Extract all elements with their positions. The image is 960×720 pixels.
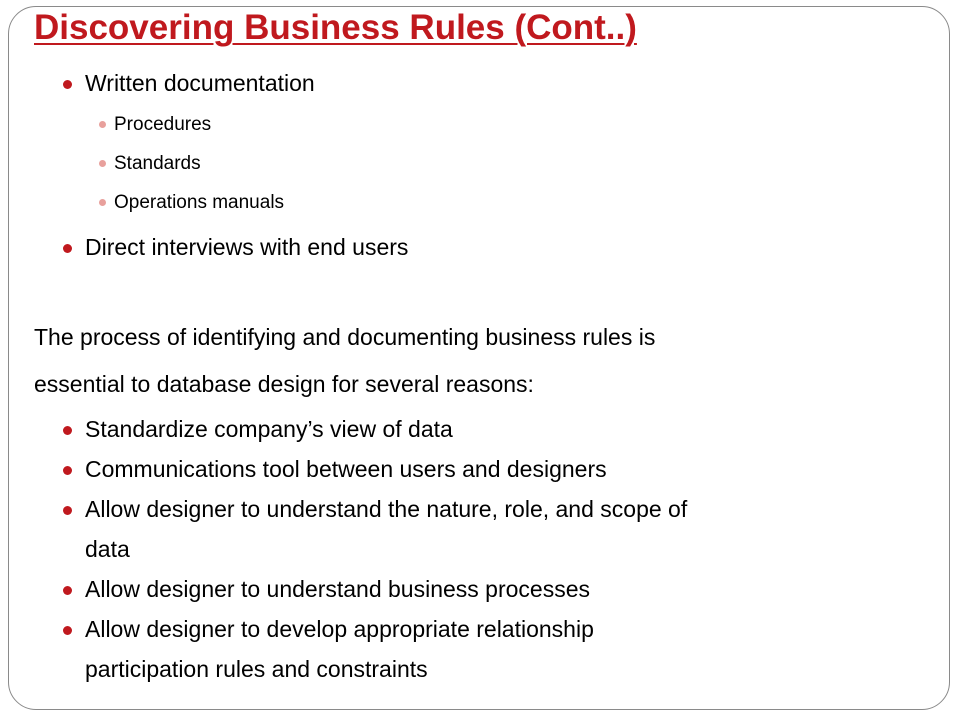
sub-bullet-icon [99,199,106,206]
bullet-icon [63,626,72,635]
bullet-icon [63,586,72,595]
slide-frame [8,6,950,710]
sub-bullet-icon [99,121,106,128]
reason-relationship-line-1: Allow designer to develop appropriate relationship [85,616,594,642]
paragraph-line-2: essential to database design for several reasons: [34,371,534,397]
bullet-icon [63,80,72,89]
sub-bullet-icon [99,160,106,167]
reason-communications: Communications tool between users and designers [85,456,607,482]
slide-title: Discovering Business Rules (Cont..) [34,8,637,47]
bullet-written-documentation: Written documentation [85,70,315,96]
bullet-icon [63,426,72,435]
bullet-icon [63,506,72,515]
bullet-direct-interviews: Direct interviews with end users [85,234,409,260]
sub-bullet-operations-manuals: Operations manuals [114,192,285,213]
reason-relationship-line-2: participation rules and constraints [85,656,428,682]
bullet-icon [63,244,72,253]
reason-standardize: Standardize company’s view of data [85,416,453,442]
bullet-icon [63,466,72,475]
reason-nature-role-scope-line-2: data [85,536,130,562]
sub-bullet-standards: Standards [114,153,201,174]
reason-nature-role-scope-line-1: Allow designer to understand the nature, role, and scope of [85,496,688,522]
sub-bullet-procedures: Procedures [114,114,212,135]
paragraph-line-1: The process of identifying and documenting business rules is [34,324,656,350]
reason-business-processes: Allow designer to understand business processes [85,576,591,602]
